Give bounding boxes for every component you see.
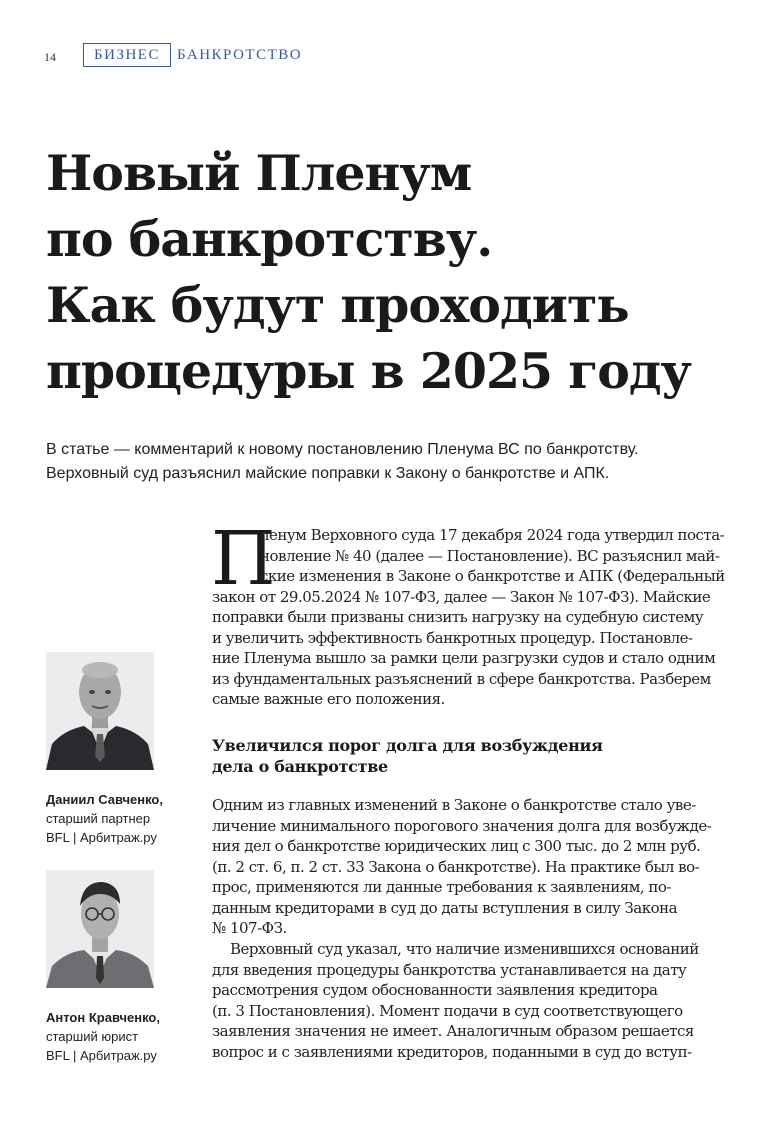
author-name: Антон Кравченко, [46,1010,160,1025]
text-line: Одним из главных изменений в Законе о банкротстве стало уве- [212,796,696,814]
text-line: и увеличить эффективность банкротных процедур. Постановле- [212,628,693,647]
title-line: по банкротству. [46,210,493,268]
text-line: личение минимального порогового значения долга для возбужде- [212,816,712,835]
text-line: новление № 40 (далее — Постановление). ВС разъяснил май- [260,546,720,565]
rubric [83,43,302,67]
text-line: самые важные его положения. [212,690,445,708]
portrait-icon [46,652,154,770]
text-line: ские изменения в Законе о банкротстве и АПК (Федеральный [260,567,725,585]
text-line: для введения процедуры банкротства устанавливается на дату [212,960,687,979]
text-line: из фундаментальных разъяснений в сфере банкротства. Разберем [212,669,711,688]
text-line: закон от 29.05.2024 № 107-ФЗ, далее — Закон № 107-ФЗ). Майские [212,587,711,606]
text-line: вопрос и с заявлениями кредиторов, поданными в суд до вступ- [212,1042,692,1061]
text-line: (п. 2 ст. 6, п. 2 ст. 33 Закона о банкротстве). На практике был во- [212,857,700,876]
title-line: процедуры в 2025 году [46,342,691,400]
text-line: рассмотрения судом обоснованности заявления кредитора [212,981,658,999]
article-lead [46,438,726,486]
author-role: старший юрист [46,1029,139,1044]
text-line: поправки были призваны снизить нагрузку на судебную систему [212,608,704,626]
section-heading [212,735,692,777]
article-title [46,140,726,404]
author-card [46,1008,160,1065]
text-line: ние Пленума вышло за рамки цели разгрузки судов и стало одним [212,649,716,667]
text-line: (п. 3 Постановления). Момент подачи в суд соответствующего [212,1001,683,1020]
rubric-tag: БИЗНЕС [83,43,171,67]
heading-line: дела о банкротстве [212,757,388,776]
author-photo-kravchenko [46,870,154,988]
portrait-icon [46,870,154,988]
text-line: прос, применяются ли данные требования к заявлениям, по- [212,878,672,896]
body-paragraph [212,795,712,939]
lead-line: В статье — комментарий к новому постановлению Пленума ВС по банкротству. [46,441,639,458]
author-role: старший партнер [46,811,151,826]
author-company: BFL | Арбитраж.ру [46,830,157,845]
text-line: № 107-ФЗ. [212,919,287,937]
text-line: заявления значения не имеет. Аналогичным образом решается [212,1022,694,1040]
title-line: Новый Пленум [46,144,472,202]
page-number: 14 [44,50,56,64]
lead-line: Верховный суд разъяснил майские поправки к Закону о банкротстве и АПК. [46,465,610,482]
body-paragraph [212,939,699,1062]
text-line: Верховный суд указал, что наличие изменившихся оснований [230,940,699,958]
author-card [46,790,163,847]
rubric-section: БАНКРОТСТВО [176,46,303,63]
text-line: ленум Верховного суда 17 декабря 2024 года утвердил поста- [260,526,725,544]
author-company: BFL | Арбитраж.ру [46,1048,157,1063]
drop-cap: П [211,516,276,602]
author-photo-savchenko [46,652,154,770]
author-name: Даниил Савченко, [46,792,163,807]
intro-paragraph [212,525,725,710]
text-line: ния дел о банкротстве юридических лиц с 300 тыс. до 2 млн руб. [212,837,701,855]
heading-line: Увеличился порог долга для возбуждения [212,736,603,755]
text-line: данным кредиторами в суд до даты вступления в силу Закона [212,898,678,917]
title-line: Как будут проходить [46,276,629,334]
